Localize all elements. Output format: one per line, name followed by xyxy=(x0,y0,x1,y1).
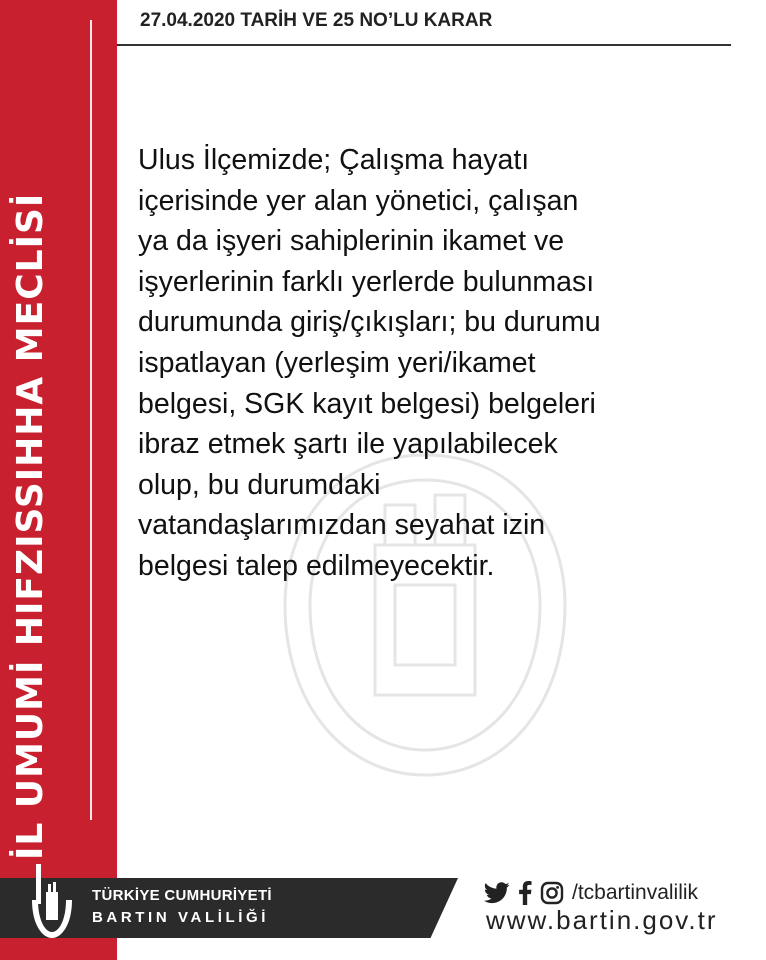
facebook-icon[interactable] xyxy=(518,881,532,905)
instagram-icon[interactable] xyxy=(540,881,564,905)
website-link[interactable]: www.bartin.gov.tr xyxy=(486,905,718,935)
social-handle[interactable]: /tcbartinvalilik xyxy=(572,881,699,904)
sidebar-title: İL UMUMİ HIFZISSIHHA MECLİSİ xyxy=(10,192,51,860)
body-line: Ulus İlçemizde; Çalışma hayatı xyxy=(138,144,530,176)
org-name-line1: TÜRKİYE CUMHURİYETİ xyxy=(92,887,272,904)
governorship-logo-icon xyxy=(28,862,76,942)
social-links xyxy=(484,880,698,906)
body-line: olup, bu durumdaki xyxy=(138,468,381,501)
body-line: durumunda giriş/çıkışları; bu durumu xyxy=(138,306,601,339)
header-divider xyxy=(117,44,731,46)
body-line: ya da işyeri sahiplerinin ikamet ve xyxy=(138,225,565,258)
twitter-icon[interactable] xyxy=(484,882,510,904)
sidebar-band xyxy=(0,0,117,960)
body-line: vatandaşlarımızdan seyahat izin xyxy=(138,509,546,542)
org-name-line2: BARTIN VALİLİĞİ xyxy=(92,909,270,926)
decision-body xyxy=(138,140,738,587)
decision-title: 27.04.2020 TARİH VE 25 NO’LU KARAR xyxy=(140,10,493,31)
body-line: ibraz etmek şartı ile yapılabilecek xyxy=(138,428,558,461)
body-line: ispatlayan (yerleşim yeri/ikamet xyxy=(138,346,536,379)
body-line: içerisinde yer alan yönetici, çalışan xyxy=(138,184,579,217)
body-line: belgesi talep edilmeyecektir. xyxy=(138,549,495,582)
body-line: belgesi, SGK kayıt belgesi) belgeleri xyxy=(138,387,596,420)
body-line: işyerlerinin farklı yerlerde bulunması xyxy=(138,265,595,298)
sidebar-divider xyxy=(90,20,92,820)
